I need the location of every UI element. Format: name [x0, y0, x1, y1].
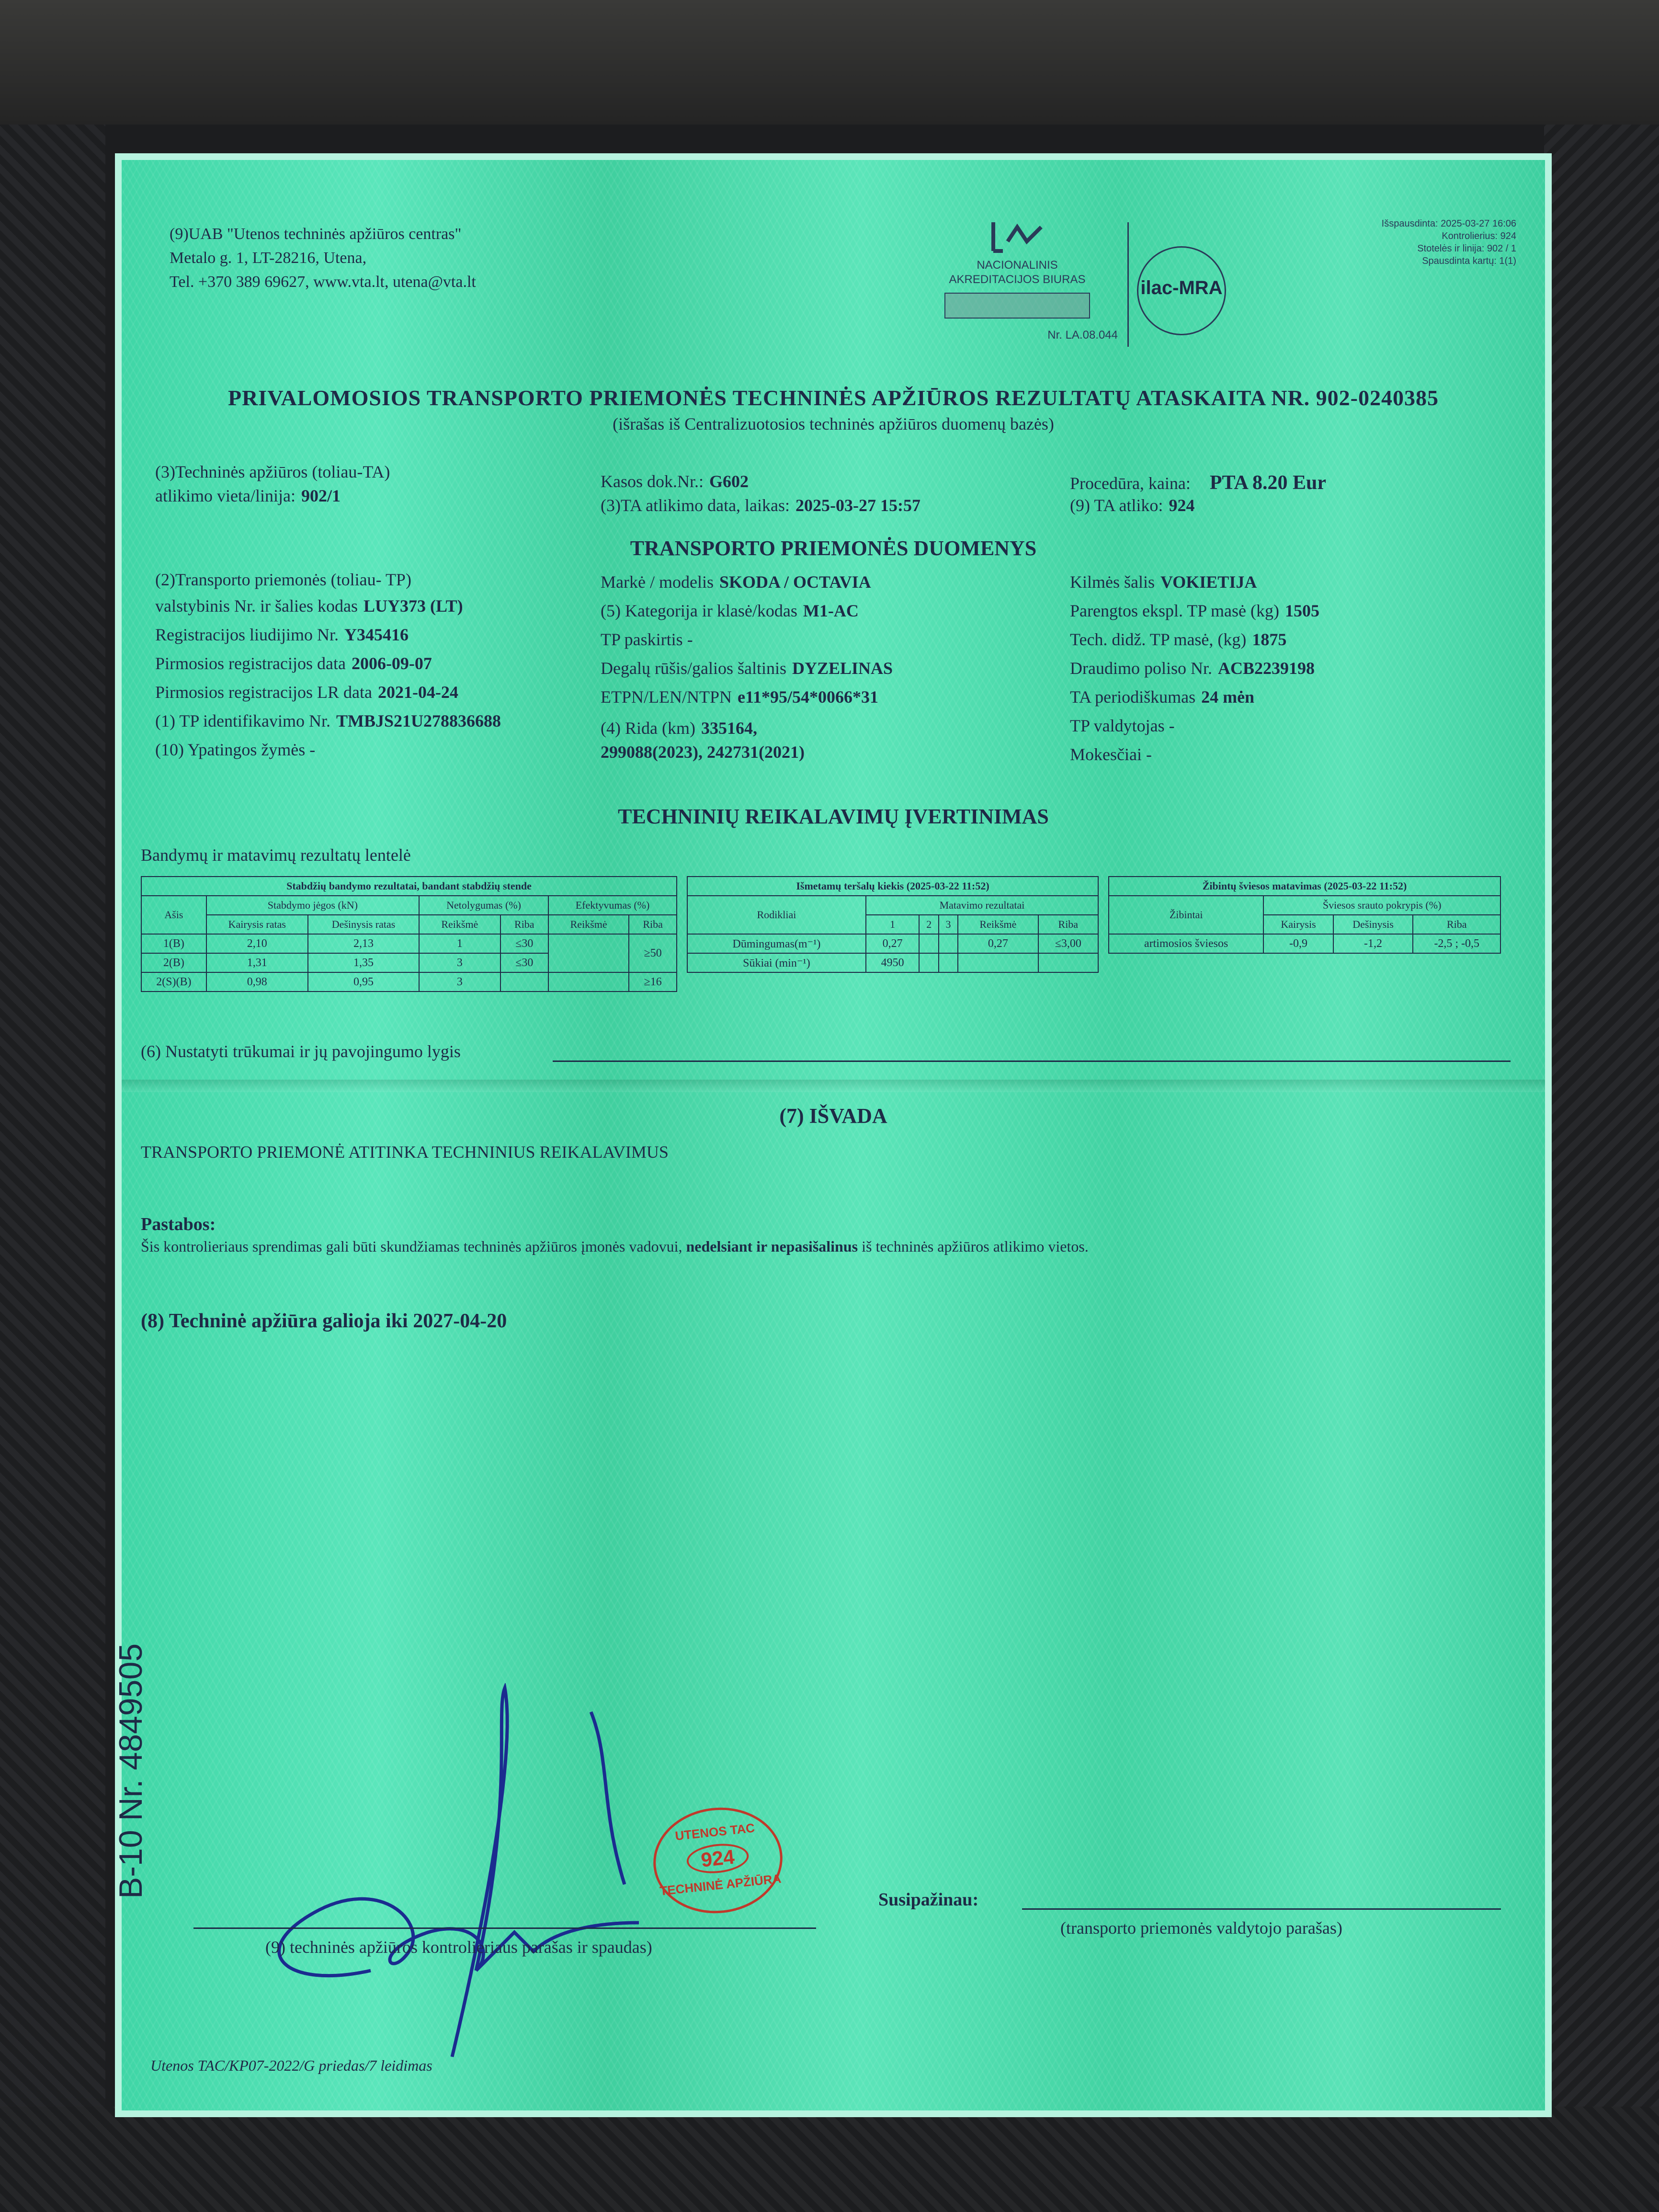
emissions-title: Išmetamų teršalų kiekis (2025-03-22 11:52)	[687, 877, 1098, 896]
inspector-signature	[227, 1683, 706, 2066]
plate-label2: valstybinis Nr. ir šalies kodas	[155, 596, 358, 616]
lights-cell: -2,5 ; -0,5	[1413, 934, 1500, 953]
lights-cell: -1,2	[1333, 934, 1413, 953]
period-value: 24 mėn	[1201, 687, 1255, 707]
inspection-period	[1070, 687, 1254, 707]
print-info-3: Stotelės ir linija: 902 / 1	[1417, 243, 1516, 254]
emissions-cell	[1038, 953, 1098, 972]
print-info-2: Kontrolierius: 924	[1442, 231, 1516, 241]
stamp-top: UTENOS TAC	[674, 1820, 756, 1843]
reg-doc-value: Y345416	[344, 625, 409, 644]
notes-text	[141, 1238, 1089, 1255]
brake-cell: 1	[419, 934, 500, 953]
inspection-place-label: (3)Techninės apžiūros (toliau-TA)	[155, 462, 390, 481]
brake-cell	[548, 972, 629, 992]
first-registration	[155, 653, 432, 673]
mass-value: 1505	[1284, 601, 1319, 620]
lights-cell: -0,9	[1263, 934, 1333, 953]
brake-cell: 1(B)	[141, 934, 206, 953]
make-label: Markė / modelis	[601, 572, 714, 592]
logo-divider	[1127, 222, 1129, 347]
receipt-value: G602	[709, 472, 749, 491]
emissions-cell: 0,27	[866, 934, 920, 953]
car-seat-background-bottom	[0, 2107, 1659, 2212]
procedure-value: PTA 8.20 Eur	[1209, 472, 1326, 494]
origin-country	[1070, 572, 1257, 592]
table-row	[687, 953, 1098, 972]
emissions-cell	[919, 934, 938, 953]
form-serial-number: B-10 Nr. 4849505	[113, 1643, 149, 1899]
brake-h-limit: Riba	[500, 915, 548, 934]
conclusion-title: (7) IŠVADA	[779, 1104, 887, 1128]
first-reg-lt-label: Pirmosios registracijos LR data	[155, 683, 372, 702]
brake-cell: 3	[419, 972, 500, 992]
inspection-place	[155, 486, 341, 506]
vehicle-section-title: TRANSPORTO PRIEMONĖS DUOMENYS	[630, 536, 1037, 560]
max-mass-label: Tech. didž. TP masė, (kg)	[1070, 630, 1247, 649]
brake-cell: ≤30	[500, 934, 548, 953]
emissions-cell: Sūkiai (min⁻¹)	[687, 953, 866, 972]
reg-doc	[155, 625, 409, 645]
brake-cell: 2,10	[206, 934, 308, 953]
mileage	[601, 718, 757, 738]
inspector-value: 924	[1169, 496, 1195, 515]
ilac-mra-logo	[1137, 246, 1226, 335]
lights-h-lamp: Žibintai	[1109, 896, 1263, 934]
plate-number	[155, 596, 463, 616]
brake-cell: 1,31	[206, 953, 308, 972]
validity: (8) Techninė apžiūra galioja iki 2027-04-20	[141, 1310, 507, 1332]
emissions-h-param: Rodikliai	[687, 896, 866, 934]
report-title: PRIVALOMOSIOS TRANSPORTO PRIEMONĖS TECHNINĖS APŽIŪROS REZULTATŲ ATASKAITA NR. 902-0240385	[227, 386, 1439, 410]
emissions-h-1: 1	[866, 915, 920, 934]
fuel-type	[601, 658, 893, 678]
emissions-cell: Dūmingumas(m⁻¹)	[687, 934, 866, 953]
brake-cell: 2(B)	[141, 953, 206, 972]
procedure-label: Procedūra, kaina:	[1070, 474, 1191, 493]
brake-h-right: Dešinysis ratas	[308, 915, 419, 934]
inspection-place-label2: atlikimo vieta/linija:	[155, 486, 295, 505]
car-seat-background-top	[0, 0, 1659, 125]
insurance-label: Draudimo poliso Nr.	[1070, 659, 1212, 678]
table-row	[141, 972, 677, 992]
notes-text-bold: nedelsiant ir nepasišalinus	[686, 1238, 858, 1255]
first-registration-lt	[155, 682, 458, 702]
brake-cell: 1,35	[308, 953, 419, 972]
lights-h-tilt: Šviesos srauto pokrypis (%)	[1263, 896, 1500, 915]
vehicle-purpose: TP paskirtis -	[601, 630, 693, 649]
vehicle-taxes: Mokesčiai -	[1070, 745, 1152, 764]
emissions-table	[687, 876, 1099, 973]
inspector-label: (9) TA atliko:	[1070, 496, 1163, 515]
stamp-bottom: TECHNINĖ APŽIŪRA	[659, 1871, 782, 1898]
lights-table	[1108, 876, 1501, 954]
brake-h-force: Stabdymo jėgos (kN)	[206, 896, 419, 915]
brake-cell: ≥50	[629, 934, 677, 972]
inspection-date-value: 2025-03-27 15:57	[795, 496, 920, 515]
category-label: (5) Kategorija ir klasė/kodas	[601, 601, 797, 620]
defects-line	[553, 1060, 1511, 1062]
emissions-h-3: 3	[939, 915, 958, 934]
make-value: SKODA / OCTAVIA	[719, 572, 871, 592]
acknowledgement-label: Susipažinau:	[878, 1890, 979, 1910]
brake-h-uneven: Netolygumas (%)	[419, 896, 548, 915]
nab-emblem-icon	[989, 213, 1046, 256]
vin-value: TMBJS21U278836688	[336, 711, 501, 730]
table-row	[687, 934, 1098, 953]
mileage-value: 335164,	[701, 718, 757, 738]
lights-h-left: Kairysis	[1263, 915, 1333, 934]
emissions-cell	[919, 953, 938, 972]
category-value: M1-AC	[803, 601, 859, 620]
print-info-4: Spausdinta kartų: 1(1)	[1422, 256, 1516, 266]
report-subtitle: (išrašas iš Centralizuotosios techninės apžiūros duomenų bazės)	[613, 414, 1054, 433]
requirements-title: TECHNINIŲ REIKALAVIMŲ ĮVERTINIMAS	[618, 805, 1049, 828]
brake-h-left: Kairysis ratas	[206, 915, 308, 934]
accreditation-logos	[917, 213, 1223, 366]
conclusion-text: TRANSPORTO PRIEMONĖ ATITINKA TECHNINIUS REIKALAVIMUS	[141, 1142, 669, 1162]
emissions-cell: ≤3,00	[1038, 934, 1098, 953]
etpn-label: ETPN/LEN/NTPN	[601, 687, 732, 707]
form-footer-note: Utenos TAC/KP07-2022/G priedas/7 leidimas	[150, 2057, 432, 2074]
plate-label: (2)Transporto priemonės (toliau- TP)	[155, 570, 411, 589]
receipt-number	[601, 471, 749, 491]
inspection-place-value: 902/1	[301, 486, 341, 505]
curb-mass	[1070, 601, 1319, 621]
brake-h-eff: Efektyvumas (%)	[548, 896, 677, 915]
lights-h-right: Dešinysis	[1333, 915, 1413, 934]
defects-label: (6) Nustatyti trūkumai ir jų pavojingumo lygis	[141, 1042, 461, 1061]
notes-label: Pastabos:	[141, 1214, 216, 1234]
mileage-label: (4) Rida (km)	[601, 718, 695, 738]
etpn-value: e11*95/54*0066*31	[738, 687, 878, 707]
plate-value: LUY373 (LT)	[363, 596, 463, 616]
holder-signature-line	[1022, 1908, 1501, 1910]
insurance-policy	[1070, 658, 1315, 678]
brake-cell: ≥16	[629, 972, 677, 992]
emissions-h-2: 2	[919, 915, 938, 934]
origin-value: VOKIETIJA	[1160, 572, 1257, 592]
issuer-name: (9)UAB "Utenos techninės apžiūros centras"	[170, 225, 462, 243]
stamp-number: 924	[685, 1841, 750, 1876]
lights-title: Žibintų šviesos matavimas (2025-03-22 11:52)	[1109, 877, 1500, 896]
issuer-address: Metalo g. 1, LT-28216, Utena,	[170, 249, 367, 267]
origin-label: Kilmės šalis	[1070, 572, 1155, 592]
paper-fold	[122, 1080, 1545, 1092]
mileage-history: 299088(2023), 242731(2021)	[601, 742, 805, 762]
emissions-h-value: Reikšmė	[958, 915, 1038, 934]
ilac-label: ilac-MRA	[1140, 277, 1223, 298]
vin	[155, 711, 501, 731]
inspector-signature-caption: (9) techninės apžiūros kontrolieriaus parašas ir spaudas)	[265, 1938, 652, 1957]
brake-h-limit2: Riba	[629, 915, 677, 934]
brake-cell: 2,13	[308, 934, 419, 953]
make-model	[601, 572, 871, 592]
brake-h-value: Reikšmė	[419, 915, 500, 934]
table-caption: Bandymų ir matavimų rezultatų lentelė	[141, 845, 411, 865]
notes-text-2: iš techninės apžiūros atlikimo vietos.	[862, 1238, 1089, 1255]
special-marks: (10) Ypatingos žymės -	[155, 740, 316, 759]
emissions-cell	[958, 953, 1038, 972]
print-info	[1382, 217, 1516, 267]
reg-doc-label: Registracijos liudijimo Nr.	[155, 625, 339, 644]
nab-logo	[917, 213, 1118, 366]
car-seat-background-left	[0, 125, 105, 2212]
etpn	[601, 687, 878, 707]
first-reg-label: Pirmosios registracijos data	[155, 654, 346, 673]
accreditation-badge	[944, 293, 1090, 319]
vehicle-holder: TP valdytojas -	[1070, 716, 1175, 735]
brake-cell: 2(S)(B)	[141, 972, 206, 992]
inspection-report-sheet	[115, 153, 1552, 2117]
max-mass-value: 1875	[1252, 630, 1287, 649]
first-reg-value: 2006-09-07	[351, 654, 432, 673]
fuel-value: DYZELINAS	[792, 659, 893, 678]
brake-h-value2: Reikšmė	[548, 915, 629, 934]
emissions-cell: 4950	[866, 953, 920, 972]
max-mass	[1070, 629, 1286, 650]
brake-cell: 3	[419, 953, 500, 972]
emissions-h-limit: Riba	[1038, 915, 1098, 934]
car-seat-background-right	[1544, 125, 1659, 2212]
insurance-value: ACB2239198	[1217, 659, 1315, 678]
lights-cell: artimosios šviesos	[1109, 934, 1263, 953]
brake-table-title: Stabdžių bandymo rezultatai, bandant stabdžių stende	[141, 877, 677, 896]
nab-name-1: NACIONALINIS	[977, 259, 1058, 272]
emissions-h-measured: Matavimo rezultatai	[866, 896, 1098, 915]
brake-test-table	[141, 876, 677, 992]
brake-h-axle: Ašis	[141, 896, 206, 934]
first-reg-lt-value: 2021-04-24	[377, 683, 458, 702]
emissions-cell: 0,27	[958, 934, 1038, 953]
emissions-cell	[939, 934, 958, 953]
table-row	[141, 934, 677, 953]
nab-code: Nr. LA.08.044	[1047, 329, 1118, 342]
print-info-1: Išspausdinta: 2025-03-27 16:06	[1381, 218, 1516, 229]
issuer-contacts: Tel. +370 389 69627, www.vta.lt, utena@vta.lt	[170, 273, 476, 291]
brake-cell	[548, 934, 629, 972]
table-row	[1109, 934, 1500, 953]
inspection-date	[601, 495, 920, 515]
inspector-id	[1070, 495, 1194, 515]
vin-label: (1) TP identifikavimo Nr.	[155, 711, 330, 730]
issuer-block	[170, 222, 476, 294]
emissions-cell	[939, 953, 958, 972]
brake-cell	[500, 972, 548, 992]
mass-label: Parengtos ekspl. TP masė (kg)	[1070, 601, 1279, 620]
receipt-label: Kasos dok.Nr.:	[601, 472, 704, 491]
notes-text-1: Šis kontrolieriaus sprendimas gali būti skundžiamas techninės apžiūros įmonės vadovui,	[141, 1238, 682, 1255]
inspector-signature-line	[193, 1927, 816, 1929]
brake-cell: 0,98	[206, 972, 308, 992]
category	[601, 601, 859, 621]
brake-cell: 0,95	[308, 972, 419, 992]
lights-h-limit: Riba	[1413, 915, 1500, 934]
procedure-price	[1070, 471, 1326, 494]
fuel-label: Degalų rūšis/galios šaltinis	[601, 659, 786, 678]
holder-signature-caption: (transporto priemonės valdytojo parašas)	[1060, 1918, 1342, 1938]
inspection-date-label: (3)TA atlikimo data, laikas:	[601, 496, 790, 515]
nab-name-2: AKREDITACIJOS BIURAS	[949, 273, 1086, 286]
brake-cell: ≤30	[500, 953, 548, 972]
period-label: TA periodiškumas	[1070, 687, 1196, 707]
